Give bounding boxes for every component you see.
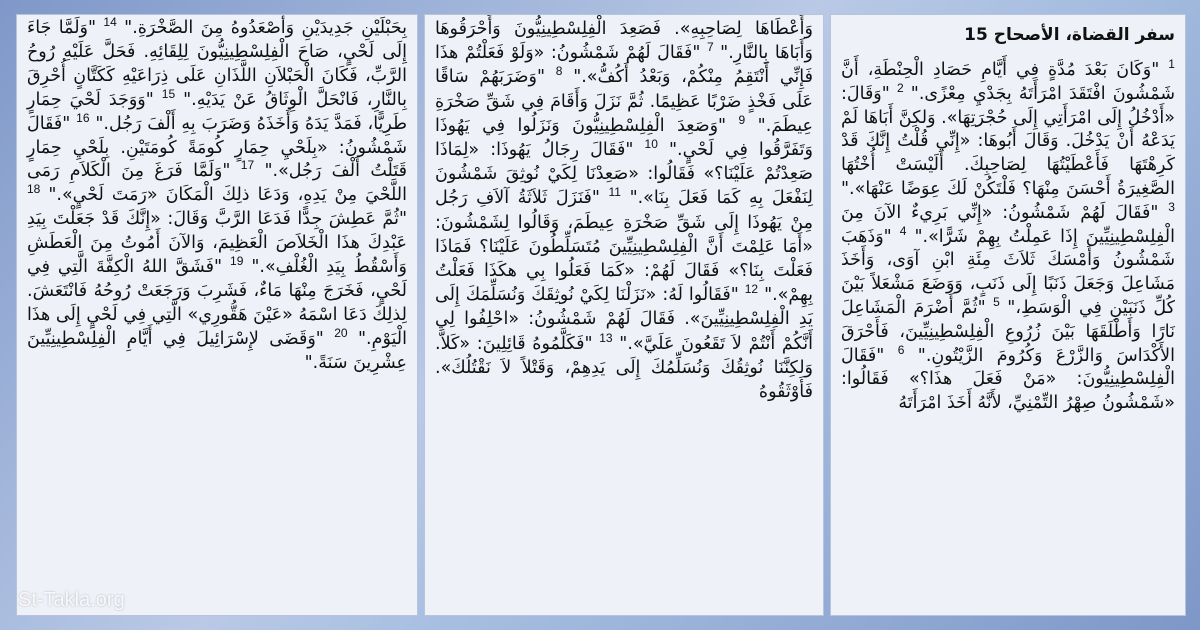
verse-text: "وَلَمَّا جَاءَ إِلَى لَحْيٍ، صَاحَ الْفِلِسْطِينِيُّونَ لِلِقَائِهِ. فَحَلَّ عَلَيْهِ رُوحُ الرَّبِّ، فَكَانَ الْحَبْلاَنِ اللَّذَانِ عَلَى ذِرَاعَيْهِ كَكَتَّانٍ أُحْرِقَ بِالنَّارِ، فَانْحَلَّ الْوِثَاقُ عَنْ يَدَيْهِ." <box>27 18 407 110</box>
verse-text: "فَكَلَّمُوهُ قَائِلِينَ: «كَلاَّ. وَلكِنَّنَا نُوثِقُكَ وَنُسَلِّمُكَ إِلَى يَدِهِمْ، وَقَتْلاً لاَ نَقْتُلُكَ». فَأَوْثَقُوهُ <box>435 333 813 403</box>
verse-number: 4 <box>899 223 907 238</box>
verse-text: "وَقَالَ: «أَدْخُلُ إِلَى امْرَأَتِي إِلَى حُجْرَتِهَا». وَلكِنَّ أَبَاهَا لَمْ يَدَعْهُ أَنْ يَدْخُلَ. وَقَالَ أَبُوهَا: «إِنِّي قُلْتُ إِنَّكَ قَدْ كَرِهْتَهَا فَأَعْطَيْتُهَا لِصَاحِبِكَ. أَلَيْسَتْ أُخْتُهَا الصَّغِيرَةُ أَحْسَنَ مِنْهَا؟ فَلْتَكُنْ لَكَ عِوَضًا عَنْهَا»." <box>841 83 1175 199</box>
verse-number: 16 <box>76 110 90 125</box>
verse-text: "فَشَقَّ اللهُ الْكِفَّةَ الَّتِي فِي لَحْيٍ، فَخَرَجَ مِنْهَا مَاءٌ، فَشَرِبَ وَرَجَعَتْ رُوحُهُ فَانْتَعَشَ. لِذلِكَ دَعَا اسْمَهُ «عَيْنَ هَقُّورِي» الَّتِي فِي لَحْيٍ إِلَى هذَا الْيَوْمِ." <box>27 257 407 349</box>
verse-number: 1 <box>1168 57 1175 72</box>
column-text <box>841 59 1175 416</box>
verse-text: بِحَبْلَيْنِ جَدِيدَيْنِ وَأَصْعَدُوهُ مِنَ الصَّخْرَةِ." <box>124 18 407 38</box>
site-watermark: St-Takla.org <box>18 589 125 611</box>
verse-text: "ثُمَّ عَطِشَ جِدًّا فَدَعَا الرَّبَّ وَقَالَ: «إِنَّكَ قَدْ جَعَلْتَ بِيَدِ عَبْدِكَ هذَا الْخَلاَصَ الْعَظِيمَ، وَالآنَ أَمُوتُ مِنَ الْعَطَشِ وَأَسْقُطُ بِيَدِ الْغُلْفِ»." <box>27 209 407 278</box>
verse-text: "فَقَالَ رِجَالُ يَهُوذَا: «لِمَاذَا صَعِدْتُمْ عَلَيْنَا؟» فَقَالُوا: «صَعِدْنَا لِكَيْ نُوثِقَ شَمْشُونَ لِنَفْعَلَ بِهِ كَمَا فَعَلَ بِنَا»." <box>435 140 813 209</box>
verse-number: 15 <box>161 86 176 101</box>
verse-text: "وَذَهَبَ شَمْشُونُ وَأَمْسَكَ ثَلاَثَ مِئَةِ ابْنِ آوَى، وَأَخَذَ مَشَاعِلَ وَجَعَلَ ذَنَبًا إِلَى ذَنَبٍ، وَوَضَعَ مَشْعَلاً بَيْنَ كُلِّ ذَنَبَيْنِ فِي الْوَسَطِ،" <box>841 226 1175 318</box>
verse-number: 2 <box>896 80 904 95</box>
verse-text: "فَقَالَ لَهُمْ شَمْشُونُ: «وَلَوْ فَعَلْتُمْ هذَا فَإِنِّي أَنْتَقِمُ مِنْكُمْ، وَبَعْدُ أَكُفُّ»." <box>435 43 813 88</box>
verse-number: 19 <box>230 254 244 269</box>
verse-number: 5 <box>993 295 1000 310</box>
verse-text: "وَلَمَّا فَرَغَ مِنَ الْكَلاَمِ رَمَى اللَّحْيَ مِنْ يَدِهِ، وَدَعَا ذلِكَ الْمَكَانَ «رَمَتَ لَحْيٍ»." <box>27 161 407 206</box>
verse-text: "وَقَضَى لإِسْرَائِيلَ فِي أَيَّامِ الْفِلِسْطِينِيِّينَ عِشْرِينَ سَنَةً." <box>27 328 407 373</box>
verse-text: "وَوَجَدَ لَحْيَ حِمَارٍ طَرِيًّا، فَمَدَّ يَدَهُ وَأَخَذَهُ وَضَرَبَ بِهِ أَلْفَ رَجُل." <box>27 89 407 134</box>
verse-number: 8 <box>555 64 563 79</box>
verse-number: 13 <box>599 330 613 345</box>
verse-number: 17 <box>240 158 255 173</box>
verse-text: "فَقَالُوا لَهُ: «نَزَلْنَا لِكَيْ نُوثِقَكَ وَنُسَلِّمَكَ إِلَى يَدِ الْفِلِسْطِينِيِّينَ». فَقَالَ لَهُمْ شَمْشُونُ: «احْلِفُوا لِي أَنَّكُمْ أَنْتُمْ لاَ تَقَعُونَ عَلَيَّ»." <box>435 285 813 354</box>
text-column-left <box>16 14 418 616</box>
verse-number: 18 <box>27 182 41 197</box>
verse-number: 3 <box>1168 199 1175 214</box>
verse-text: "ثُمَّ أَضْرَمَ الْمَشَاعِلَ نَارًا وَأَطْلَقَهَا بَيْنَ زُرُوعِ الْفِلِسْطِينِيِّينَ، فَأَحْرَقَ الأَكْدَاسَ وَالزَّرْعَ وَكُرُومَ الزَّيْتُونِ." <box>841 297 1175 366</box>
verse-text: "فَقَالَ شَمْشُونُ: «بِلَحْيِ حِمَارٍ كُومَةً كُومَتَيْنِ. بِلَحْيِ حِمَارٍ قَتَلْتُ أَلْفَ رَجُل»." <box>27 113 407 182</box>
verse-number: 20 <box>334 325 348 340</box>
column-text <box>435 17 813 404</box>
verse-text: "فَقَالَ لَهُمْ شَمْشُونُ: «إِنِّي بَرِيءٌ الآنَ مِنَ الْفِلِسْطِينِيِّينَ إِذَا عَمِلْتُ بِهِمْ شَرًّا»." <box>841 202 1175 247</box>
verse-number: 7 <box>706 40 714 55</box>
verse-number: 6 <box>897 342 905 357</box>
verse-text: "وَضَرَبَهُمْ سَاقًا عَلَى فَخْذٍ ضَرْبًا عَظِيمًا. ثُمَّ نَزَلَ وَأَقَامَ فِي شَقِّ صَخْرَةِ عِيطَمَ." <box>435 67 813 136</box>
verse-text: "وَكَانَ بَعْدَ مُدَّةٍ فِي أَيَّامِ حَصَادِ الْحِنْطَةِ، أَنَّ شَمْشُونَ افْتَقَدَ امْرَأَتَهُ بِجَدْيِ مِعْزًى." <box>841 60 1175 104</box>
column-text <box>27 17 407 376</box>
verse-number: 9 <box>738 112 746 127</box>
verse-number: 10 <box>644 137 658 152</box>
verse-text: وَأَعْطَاهَا لِصَاحِبِهِ». فَصَعِدَ الْفِلِسْطِينِيُّونَ وَأَحْرَقُوهَا وَأَبَاهَا بِالنَّارِ." <box>435 19 813 64</box>
verse-number: 11 <box>608 185 621 200</box>
text-column-middle <box>424 14 824 616</box>
verse-number: 12 <box>744 282 759 297</box>
verse-text: "وَصَعِدَ الْفِلِسْطِينِيُّونَ وَنَزَلُوا فِي يَهُوذَا وَتَفَرَّقُوا فِي لَحْيٍ." <box>435 115 813 161</box>
verse-number: 14 <box>103 15 117 30</box>
verse-text: "فَقَالَ الْفِلِسْطِينِيُّونَ: «مَنْ فَعَلَ هذَا؟» فَقَالُوا: «شَمْشُونُ صِهْرُ التِّمْنِيِّ، لأَنَّهُ أَخَذَ امْرَأَتَهُ <box>841 345 1175 414</box>
text-column-right <box>830 14 1186 616</box>
verse-text: "فَنَزَلَ ثَلاَثَةُ آلاَفِ رَجُل مِنْ يَهُوذَا إِلَى شَقِّ صَخْرَةِ عِيطَمَ، وَقَالُوا لِشَمْشُونَ: «أَمَا عَلِمْتَ أَنَّ الْفِلِسْطِينِيِّينَ مُتَسَلِّطُونَ عَلَيْنَا؟ فَمَاذَا فَعَلْتَ بِنَا؟» فَقَالَ لَهُمْ: «كَمَا فَعَلُوا بِي هكَذَا فَعَلْتُ بِهِمْ»." <box>435 188 813 306</box>
chapter-title: سفر القضاة، الأصحاح 15 <box>964 25 1175 45</box>
